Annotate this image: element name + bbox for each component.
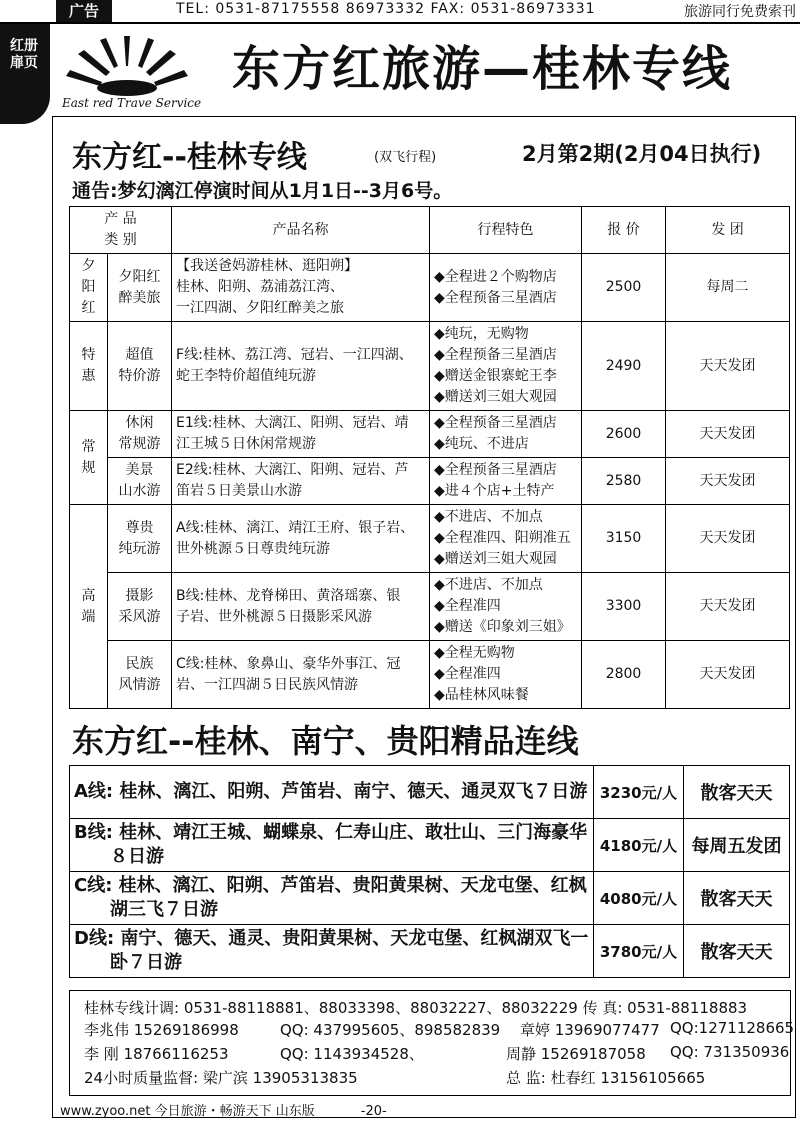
product-name-cell: F线:桂林、荔江湾、冠岩、一江四湖、 蛇王李特价超值纯玩游: [172, 322, 430, 411]
route-cell: D线: 南宁、德天、通灵、贵阳黄果树、天龙屯堡、红枫湖双飞一 卧７日游: [70, 925, 594, 978]
route-price-cell: 4180元/人: [594, 819, 684, 872]
departure-cell: 每周二: [666, 254, 790, 322]
contact-p3-qq: QQ: 1143934528、: [280, 1045, 424, 1063]
table-row: [70, 573, 790, 641]
product-name-cell: C线:桂林、象鼻山、豪华外事江、冠 岩、一江四湖５日民族风情游: [172, 641, 430, 709]
feature-item: ◆赠送刘三姐大观园: [434, 551, 557, 567]
product-type-cell: 超值 特价游: [108, 322, 172, 411]
price-cell: 3150: [582, 505, 666, 573]
feature-item: ◆不进店、不加点: [434, 509, 543, 525]
departure-cell: 天天发团: [666, 573, 790, 641]
contact-p2-name: 章婷 13969077477: [520, 1021, 660, 1039]
departure-cell: 天天发团: [666, 458, 790, 505]
footer: [60, 1100, 387, 1119]
table-row: [70, 322, 790, 411]
table-row: [70, 254, 790, 322]
header-price: 报 价: [582, 207, 666, 254]
product-name-cell: A线:桂林、漓江、靖江王府、银子岩、 世外桃源５日尊贵纯玩游: [172, 505, 430, 573]
features-cell: [430, 573, 582, 641]
feature-item: ◆全程准四: [434, 598, 501, 614]
contact-box: [69, 990, 795, 1096]
product-type-cell: 民族 风情游: [108, 641, 172, 709]
feature-item: ◆纯玩，无购物: [434, 326, 529, 342]
feature-item: ◆全程预备三星酒店: [434, 289, 557, 306]
ad-tag: 广告: [56, 0, 112, 22]
header-category: 产 品 类 别: [70, 207, 172, 254]
product-type-cell: 夕阳红 醉美旅: [108, 254, 172, 322]
price-cell: 2580: [582, 458, 666, 505]
header-departure: 发 团: [666, 207, 790, 254]
footer-text: www.zyoo.net 今日旅游・畅游天下 山东版: [60, 1104, 315, 1119]
header-right-text: 旅游同行免费索刊: [684, 4, 796, 20]
contact-director: 总 监: 杜春红 13156105665: [506, 1069, 706, 1087]
header-product-name: 产品名称: [172, 207, 430, 254]
route-cell: B线: 桂林、靖江王城、蝴蝶泉、仁寿山庄、敢壮山、三门海豪华 ８日游: [70, 819, 594, 872]
header-features: 行程特色: [430, 207, 582, 254]
route-departure-cell: 散客天天: [684, 925, 790, 978]
route-cell: C线: 桂林、漓江、阳朔、芦笛岩、贵阳黄果树、天龙屯堡、红枫 湖三飞７日游: [70, 872, 594, 925]
features-cell: [430, 322, 582, 411]
side-tab-label: 红册扉页: [10, 38, 38, 71]
section2-title: 东方红--桂林、南宁、贵阳精品连线: [72, 722, 579, 760]
product-type-cell: 摄影 采风游: [108, 573, 172, 641]
feature-item: ◆全程预备三星酒店: [434, 462, 557, 478]
route-row: [70, 766, 790, 819]
notice: 通告:梦幻漓江停演时间从1月1日--3月6号。: [72, 180, 453, 202]
product-table: [69, 206, 790, 709]
route-departure-cell: 散客天天: [684, 872, 790, 925]
product-name-cell: E2线:桂林、大漓江、阳朔、冠岩、芦 笛岩５日美景山水游: [172, 458, 430, 505]
category-cell: 夕 阳 红: [70, 254, 108, 322]
product-name-cell: 【我送爸妈游桂林、逛阳朔】 桂林、阳朔、荔浦荔江湾、 一江四湖、夕阳红醉美之旅: [172, 254, 430, 322]
departure-cell: 天天发团: [666, 641, 790, 709]
feature-item: ◆纯玩、不进店: [434, 436, 529, 452]
side-tab: [0, 24, 50, 124]
header-contact: TEL: 0531-87175558 86973332 FAX: 0531-86973331: [176, 1, 596, 17]
price-cell: 2800: [582, 641, 666, 709]
section1-title: 东方红--桂林专线: [72, 140, 307, 175]
product-type-cell: 休闲 常规游: [108, 411, 172, 458]
feature-item: ◆全程预备三星酒店: [434, 347, 557, 363]
contact-p1-name: 李兆伟 15269186998: [84, 1021, 239, 1039]
route-table: [69, 765, 790, 978]
feature-item: ◆全程准四: [434, 666, 501, 682]
table-body: [70, 254, 790, 709]
top-bar: [0, 0, 800, 24]
product-type-cell: 尊贵 纯玩游: [108, 505, 172, 573]
route-cell: A线: 桂林、漓江、阳朔、芦笛岩、南宁、德天、通灵双飞７日游: [70, 766, 594, 819]
contact-p4-name: 周静 15269187058: [506, 1045, 646, 1063]
feature-item: ◆全程进２个购物店: [434, 268, 557, 285]
route-price-cell: 3780元/人: [594, 925, 684, 978]
feature-item: ◆不进店、不加点: [434, 577, 543, 593]
product-type-cell: 美景 山水游: [108, 458, 172, 505]
contact-p4-qq: QQ: 731350936: [670, 1043, 790, 1061]
category-cell: 常 规: [70, 411, 108, 505]
main-title: 东方红旅游—桂林专线: [232, 41, 733, 97]
page-number: -20-: [360, 1104, 387, 1119]
price-cell: 2500: [582, 254, 666, 322]
contact-p3-name: 李 刚 18766116253: [84, 1045, 229, 1063]
feature-item: ◆赠送《印象刘三姐》: [434, 619, 571, 635]
route-price-cell: 3230元/人: [594, 766, 684, 819]
logo-text: East red Trave Service: [62, 96, 202, 110]
table-row: [70, 505, 790, 573]
category-cell: 特 惠: [70, 322, 108, 411]
table-row: [70, 411, 790, 458]
features-cell: [430, 254, 582, 322]
route-price-cell: 4080元/人: [594, 872, 684, 925]
route-table-body: [70, 766, 790, 978]
contact-line-main: 桂林专线计调: 0531-88118881、88033398、88032227、88032229 传 真: 0531-88118883: [84, 999, 748, 1017]
category-cell: 高 端: [70, 505, 108, 709]
table-header-row: [70, 207, 790, 254]
feature-item: ◆进４个店+土特产: [434, 483, 555, 499]
feature-item: ◆赠送金银寨蛇王李: [434, 368, 557, 384]
departure-cell: 天天发团: [666, 411, 790, 458]
feature-item: ◆全程准四、阳朔准五: [434, 530, 571, 546]
departure-cell: 天天发团: [666, 322, 790, 411]
route-departure-cell: 散客天天: [684, 766, 790, 819]
product-name-cell: E1线:桂林、大漓江、阳朔、冠岩、靖 江王城５日休闲常规游: [172, 411, 430, 458]
product-name-cell: B线:桂林、龙脊梯田、黄洛瑶寨、银 子岩、世外桃源５日摄影采风游: [172, 573, 430, 641]
feature-item: ◆赠送刘三姐大观园: [434, 389, 557, 405]
feature-item: ◆品桂林风味餐: [434, 687, 529, 703]
route-row: [70, 925, 790, 978]
feature-item: ◆全程无购物: [434, 645, 515, 661]
features-cell: [430, 411, 582, 458]
table-row: [70, 641, 790, 709]
section1-subtitle: (双飞行程): [374, 150, 437, 165]
features-cell: [430, 458, 582, 505]
departure-cell: 天天发团: [666, 505, 790, 573]
issue-label: 2月第2期(2月04日执行): [522, 142, 762, 166]
route-departure-cell: 每周五发团: [684, 819, 790, 872]
contact-p2-qq: QQ:1271128665: [670, 1019, 795, 1037]
price-cell: 2600: [582, 411, 666, 458]
features-cell: [430, 505, 582, 573]
contact-supervisor: 24小时质量监督: 梁广滨 13905313835: [84, 1069, 358, 1087]
route-row: [70, 872, 790, 925]
features-cell: [430, 641, 582, 709]
route-row: [70, 819, 790, 872]
price-cell: 3300: [582, 573, 666, 641]
table-row: [70, 458, 790, 505]
contact-p1-qq: QQ: 437995605、898582839: [280, 1021, 501, 1039]
feature-item: ◆全程预备三星酒店: [434, 415, 557, 431]
price-cell: 2490: [582, 322, 666, 411]
